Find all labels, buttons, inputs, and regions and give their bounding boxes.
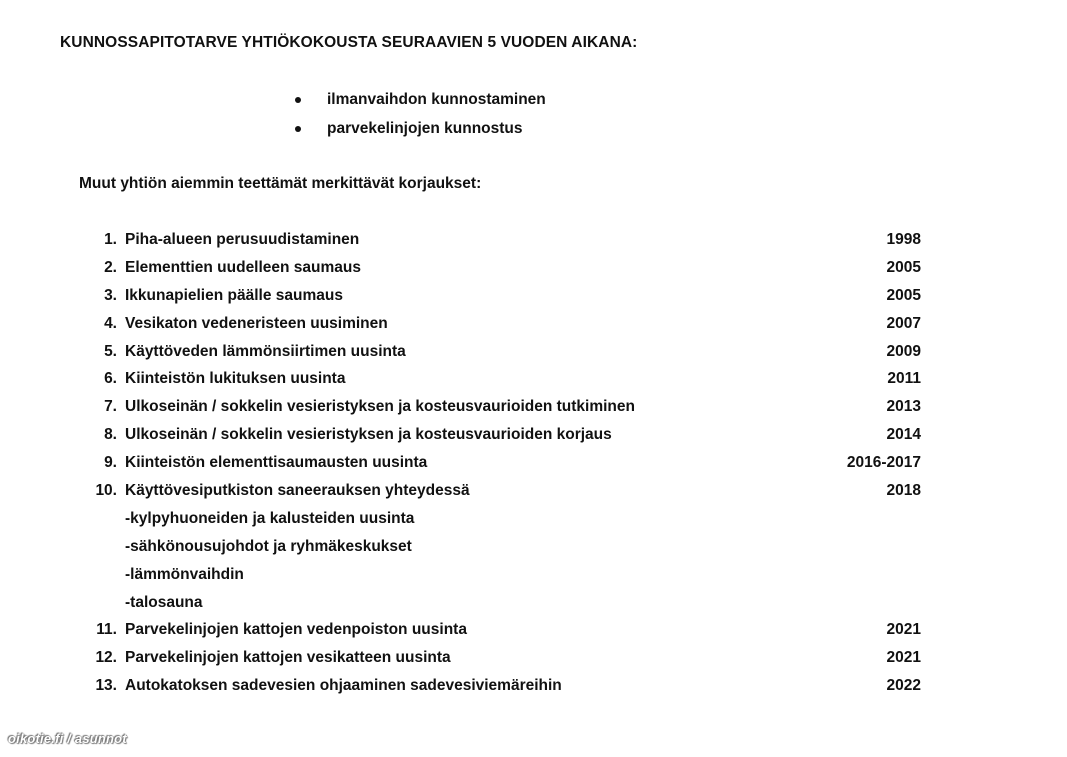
repair-number: 10.	[95, 482, 117, 500]
repair-number: 11.	[96, 621, 117, 639]
repair-year: 2016-2017	[846, 454, 921, 472]
repair-number: 6.	[104, 370, 117, 388]
repair-year: 2005	[886, 258, 921, 276]
planned-item-label: ilmanvaihdon kunnostaminen	[327, 91, 546, 108]
repair-subitem-description: -talosauna	[125, 593, 203, 611]
repair-subitem-description: -kylpyhuoneiden ja kalusteiden uusinta	[125, 509, 415, 527]
repair-number: 2.	[104, 258, 117, 276]
repair-row	[0, 648, 1067, 676]
repair-subitem-description: -lämmönvaihdin	[125, 565, 244, 583]
repair-year: 2013	[886, 398, 921, 416]
repair-row	[0, 453, 1067, 481]
repair-number: 8.	[104, 426, 117, 444]
repair-description: Vesikaton vedeneristeen uusiminen	[125, 314, 388, 332]
repair-description: Kiinteistön lukituksen uusinta	[125, 370, 346, 388]
repair-number: 1.	[104, 231, 117, 248]
repair-description: Kiinteistön elementtisaumausten uusinta	[125, 454, 428, 472]
repair-year: 2009	[886, 342, 921, 360]
repair-description: Ulkoseinän / sokkelin vesieristyksen ja kosteusvaurioiden tutkiminen	[125, 398, 635, 416]
repair-row	[0, 286, 1067, 314]
repair-subitem-row	[0, 537, 1067, 565]
repair-row	[0, 342, 1067, 370]
repair-number: 9.	[104, 454, 117, 472]
planned-item-label: parvekelinjojen kunnostus	[327, 120, 523, 137]
repair-year: 2014	[886, 426, 921, 444]
planned-item	[292, 119, 546, 148]
planned-maintenance-list	[292, 90, 546, 148]
repair-row	[0, 230, 1067, 258]
repair-year: 2018	[886, 482, 921, 500]
repair-number: 5.	[104, 342, 117, 360]
repair-description: Käyttöveden lämmönsiirtimen uusinta	[125, 342, 406, 360]
repair-subitem-row	[0, 565, 1067, 593]
repair-description: Käyttövesiputkiston saneerauksen yhteydessä	[125, 482, 470, 500]
repair-number: 7.	[104, 398, 117, 416]
repair-description: Elementtien uudelleen saumaus	[125, 258, 362, 276]
repair-subitem-description: -sähkönousujohdot ja ryhmäkeskukset	[125, 537, 412, 555]
repair-year: 2011	[887, 370, 921, 388]
repair-number: 12.	[95, 649, 117, 667]
repair-subitem-row	[0, 593, 1067, 621]
repair-description: Autokatoksen sadevesien ohjaaminen sadevesiviemäreihin	[125, 677, 562, 695]
source-watermark: oikotie.fi / asunnot	[8, 731, 127, 746]
repair-row	[0, 425, 1067, 453]
bullet-icon	[295, 126, 301, 132]
planned-item	[292, 90, 546, 119]
repair-year: 2021	[886, 621, 921, 639]
repair-description: Parvekelinjojen kattojen vesikatteen uusinta	[125, 649, 451, 667]
bullet-icon	[295, 97, 301, 103]
repair-row	[0, 369, 1067, 397]
repair-row	[0, 481, 1067, 509]
past-repairs-heading: Muut yhtiön aiemmin teettämät merkittävät korjaukset:	[79, 175, 482, 192]
repair-description: Parvekelinjojen kattojen vedenpoiston uusinta	[125, 621, 467, 639]
repair-number: 4.	[104, 314, 117, 332]
repair-row	[0, 258, 1067, 286]
repair-year: 1998	[886, 231, 921, 248]
repair-description: Ikkunapielien päälle saumaus	[125, 286, 343, 304]
repair-year: 2005	[886, 286, 921, 304]
repair-year: 2021	[886, 649, 921, 667]
repair-row	[0, 620, 1067, 648]
repair-description: Ulkoseinän / sokkelin vesieristyksen ja kosteusvaurioiden korjaus	[125, 426, 612, 444]
repair-subitem-row	[0, 509, 1067, 537]
repair-row	[0, 314, 1067, 342]
document-heading: KUNNOSSAPITOTARVE YHTIÖKOKOUSTA SEURAAVIEN 5 VUODEN AIKANA:	[60, 34, 638, 51]
repair-year: 2022	[886, 677, 921, 695]
past-repairs-list	[0, 230, 1067, 704]
repair-description: Piha-alueen perusuudistaminen	[125, 231, 360, 248]
repair-row	[0, 676, 1067, 704]
repair-number: 13.	[95, 677, 117, 695]
repair-number: 3.	[104, 286, 117, 304]
repair-year: 2007	[886, 314, 921, 332]
repair-row	[0, 397, 1067, 425]
